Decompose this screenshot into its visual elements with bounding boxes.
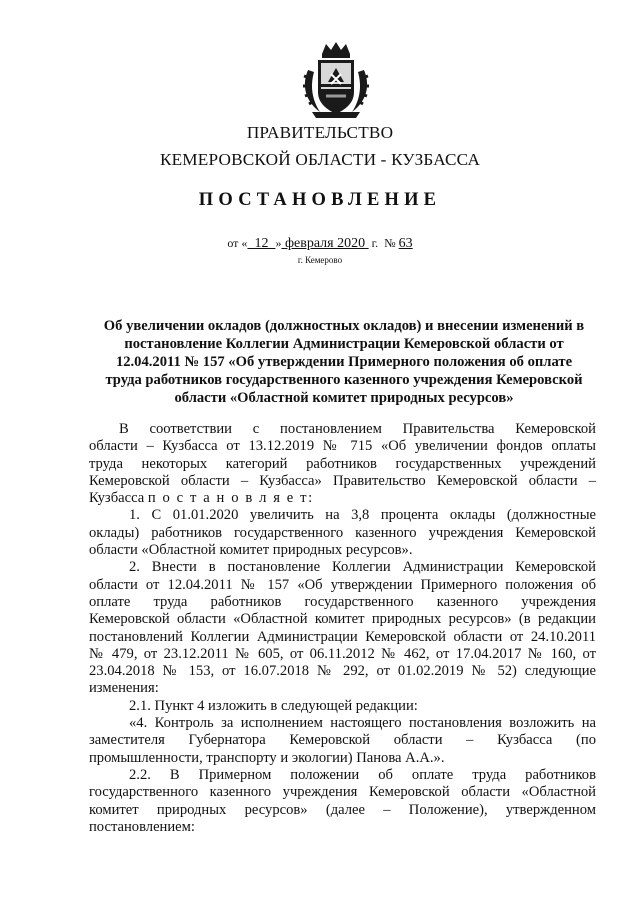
heading-line: области «Областной комитет природных ресурсов» <box>174 390 514 406</box>
city: г. Кемерово <box>297 255 343 265</box>
resolves-word: п о с т а н о в л я е т: <box>147 490 314 507</box>
body-line: комитет природных ресурсов» (далее – Положение), утвержденном <box>89 801 596 818</box>
body-line: 1. С 01.01.2020 увеличить на 3,8 процента оклады (должностные <box>129 507 596 524</box>
body-line: государственного казенного учреждения Кемеровской области «Областной <box>89 784 596 801</box>
heading-line: Об увеличении окладов (должностных окладов) и внесении изменений в <box>103 318 585 334</box>
body-line: «4. Контроль за исполнением настоящего постановления возложить на <box>129 715 596 732</box>
body-line: Кемеровской области «Областной комитет природных ресурсов» (в редакции <box>89 611 596 628</box>
date-day: 12 <box>254 236 269 251</box>
body-line: постановлением: <box>89 818 195 835</box>
body-line: промышленности, транспорту и экологии) Панова А.А.». <box>89 749 445 766</box>
date-mid: » <box>275 236 282 250</box>
body-line: оклады) работников государственного казенного учреждения Кемеровской <box>89 524 596 541</box>
document-body <box>89 421 596 836</box>
heading-line: труда работников государственного казенного учреждения Кемеровской <box>105 372 583 388</box>
body-line: Кемеровской области – Кузбасса» Правительство Кемеровской области – <box>89 472 596 489</box>
document-type-title: ПОСТАНОВЛЕНИЕ <box>198 190 442 210</box>
date-month-year: февраля 2020 <box>284 236 366 251</box>
date-prefix: от « <box>227 236 248 250</box>
body-line: оплате труда работников государственного казенного учреждения <box>89 593 596 610</box>
body-line: изменения: <box>89 680 159 697</box>
heading-line: постановление Коллегии Администрации Кемеровской области от <box>124 336 564 352</box>
body-line: № 479, от 23.12.2011 № 605, от 06.11.2012 № 462, от 17.04.2017 № 160, от <box>89 645 596 662</box>
document-heading <box>88 317 600 407</box>
body-line <box>89 490 596 507</box>
body-line: заместителя Губернатора Кемеровской области – Кузбасса (по <box>89 732 596 749</box>
body-line: области от 12.04.2011 № 157 «Об утверждении Примерного положения об <box>89 576 596 593</box>
body-line: постановлений Коллегии Администрации Кемеровской области от 24.10.2011 <box>89 628 596 645</box>
body-line: 2.1. Пункт 4 изложить в следующей редакции: <box>129 697 418 714</box>
body-line: 2. Внести в постановление Коллегии Администрации Кемеровской <box>129 559 596 576</box>
heading-line: 12.04.2011 № 157 «Об утверждении Примерного положения об оплате <box>115 354 573 370</box>
government-name-line1: ПРАВИТЕЛЬСТВО <box>246 123 394 142</box>
government-name-line2: КЕМЕРОВСКОЙ ОБЛАСТИ - КУЗБАССА <box>159 150 481 169</box>
body-line: 2.2. В Примерном положении об оплате труда работников <box>129 766 596 783</box>
number-prefix: № <box>384 236 396 250</box>
body-line: области – Кузбасса от 13.12.2019 № 715 «Об увеличении фондов оплаты <box>89 438 596 455</box>
body-line-text: Кузбасса <box>89 490 145 507</box>
coat-of-arms-icon <box>298 40 374 120</box>
body-line: В соответствии с постановлением Правительства Кемеровской <box>119 421 596 437</box>
body-line: области «Областной комитет природных ресурсов». <box>89 542 413 559</box>
date-year-suffix: г. <box>371 236 379 250</box>
date-number-line <box>0 236 640 252</box>
body-line: 23.04.2018 № 153, от 16.07.2018 № 292, от 01.02.2019 № 52) следующие <box>89 663 596 680</box>
body-line: труда некоторых категорий работников государственных учреждений <box>89 455 596 472</box>
document-number: 63 <box>398 236 413 251</box>
